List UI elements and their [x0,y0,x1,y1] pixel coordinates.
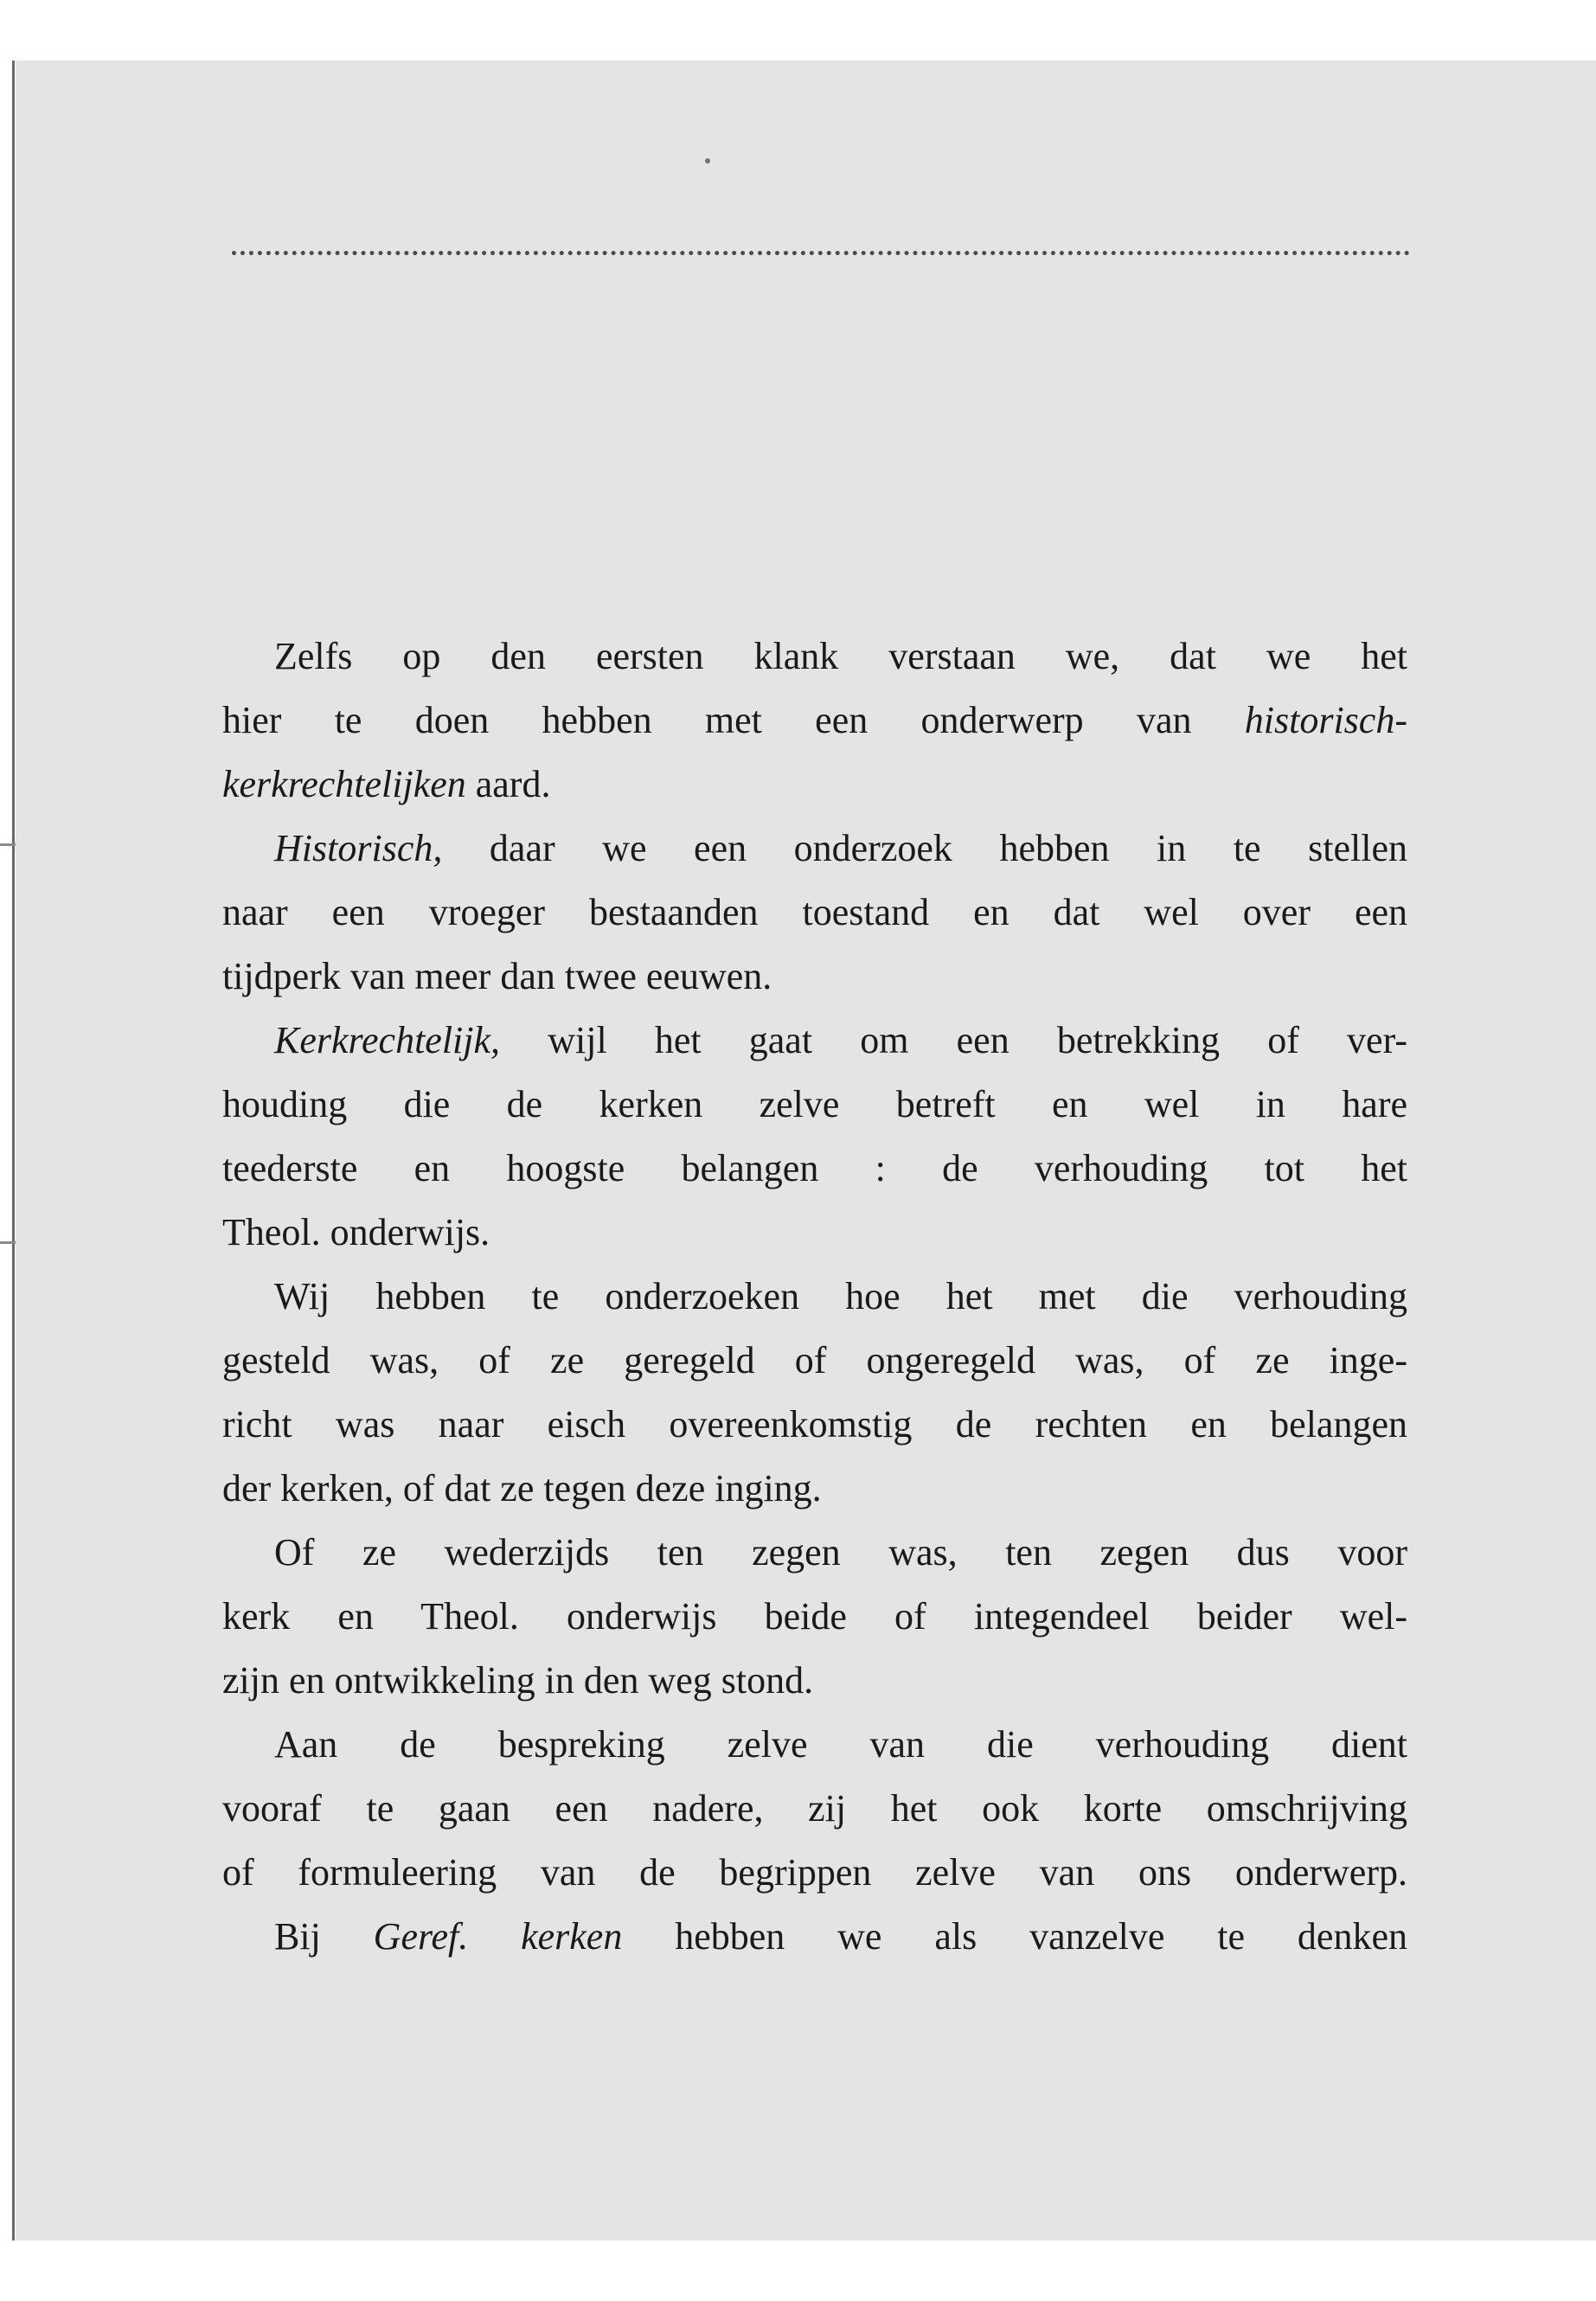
p1-line-3 [222,753,1407,817]
p2-line-1-italic: Historisch, [274,827,443,869]
p7-line-1-text-b: hebben we als vanzelve te denken [622,1915,1407,1958]
p5-line-1: Of ze wederzijds ten zegen was, ten zegen dus voor [274,1531,1407,1574]
p6-line-1: Aan de bespreking zelve van die verhouding dient [274,1723,1407,1766]
p1-line-2 [222,689,1407,753]
p6-line-3: of formuleering van de begrippen zelve van ons onderwerp. [222,1851,1407,1894]
p7-line-1 [222,1905,1407,1969]
p3-line-1-text: wijl het gaat om een betrekking of ver- [500,1019,1407,1061]
p4-line-1: Wij hebben te onderzoeken hoe het met die verhouding [274,1275,1407,1317]
paragraph-5 [222,1521,1407,1713]
p2-line-2: naar een vroeger bestaanden toestand en dat wel over een [222,891,1407,933]
p1-line-2-text: hier te doen hebben met een onderwerp van [222,699,1245,741]
paragraph-6 [222,1713,1407,1905]
binding-edge [12,61,15,2240]
edge-mark-1 [0,843,16,846]
p5-line-2: kerk en Theol. onderwijs beide of integendeel beider wel- [222,1595,1407,1638]
p3-line-4: Theol. onderwijs. [222,1211,490,1253]
ink-speck [705,158,710,163]
p6-line-2: vooraf te gaan een nadere, zij het ook korte omschrijving [222,1787,1407,1830]
p7-line-1-text-a: Bij [274,1915,374,1958]
p4-line-2: gesteld was, of ze geregeld of ongeregeld was, of ze inge- [222,1339,1407,1381]
p2-line-1-text: daar we een onderzoek hebben in te stellen [442,827,1407,869]
dotted-separator-rule [232,251,1410,255]
p1-line-3-text: aard. [465,763,551,805]
p3-line-3: teederste en hoogste belangen : de verhouding tot het [222,1147,1407,1189]
body-text [222,625,1407,1969]
paragraph-4 [222,1265,1407,1521]
edge-mark-2 [0,1241,16,1244]
p2-line-1 [222,817,1407,881]
p1-line-1: Zelfs op den eersten klank verstaan we, dat we het [274,635,1407,677]
paragraph-2 [222,817,1407,1009]
p4-line-3: richt was naar eisch overeenkomstig de rechten en belangen [222,1403,1407,1445]
p7-line-1-italic: Geref. kerken [373,1915,623,1958]
p3-line-1-italic: Kerkrechtelijk, [274,1019,501,1061]
p2-line-3: tijdperk van meer dan twee eeuwen. [222,955,772,997]
p3-line-1 [222,1009,1407,1073]
p3-line-2: houding die de kerken zelve betreft en wel in hare [222,1083,1407,1125]
p5-line-3: zijn en ontwikkeling in den weg stond. [222,1659,814,1702]
p1-line-3-italic: kerkrechtelijken [222,763,466,805]
p1-line-2-italic: historisch- [1244,699,1407,741]
paragraph-1 [222,625,1407,817]
paragraph-7 [222,1905,1407,1969]
paragraph-3 [222,1009,1407,1265]
p4-line-4: der kerken, of dat ze tegen deze inging. [222,1467,822,1509]
